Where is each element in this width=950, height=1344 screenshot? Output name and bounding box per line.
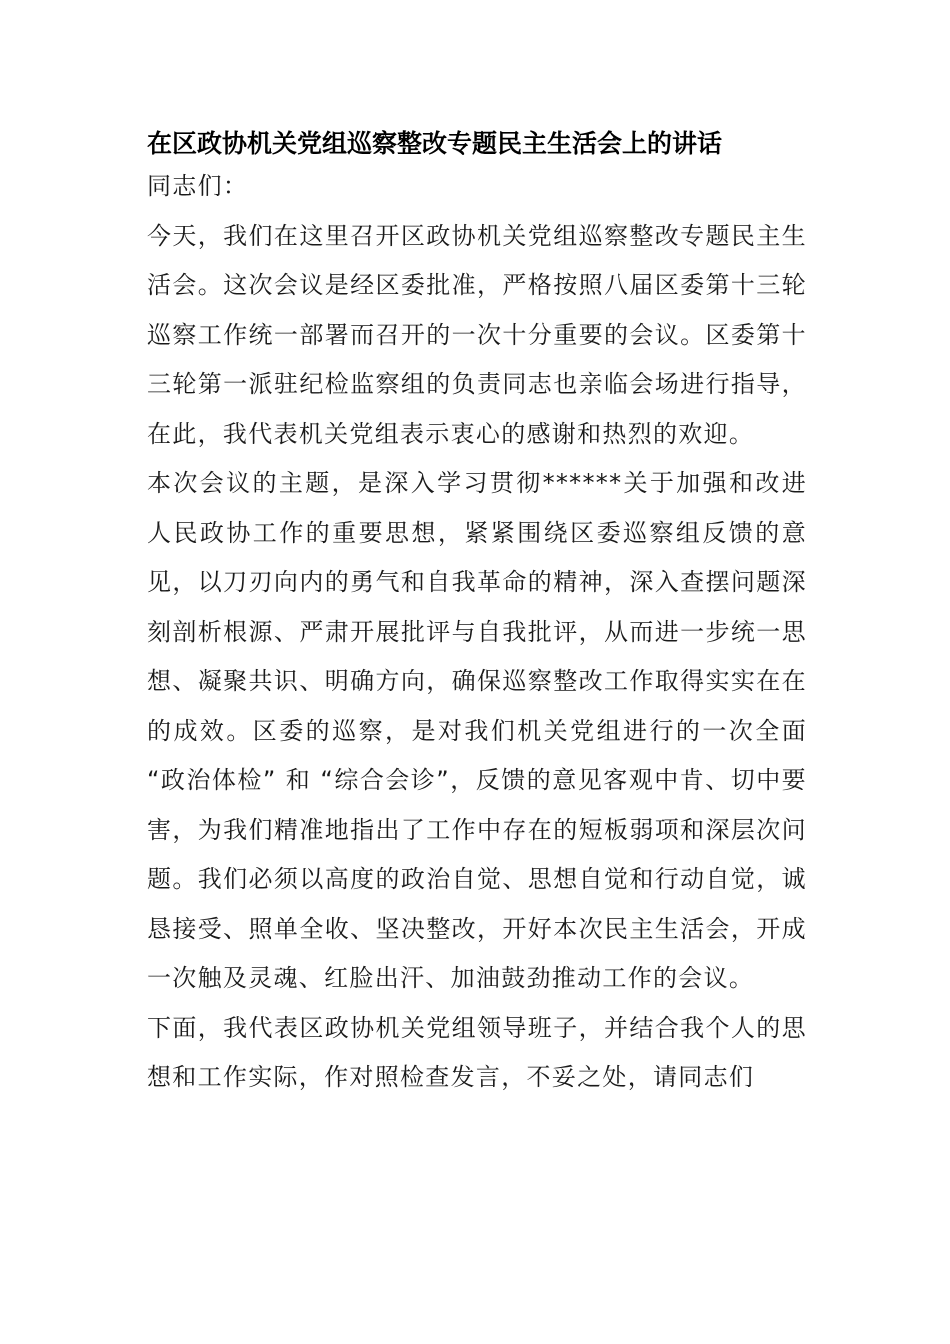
greeting: 同志们： <box>147 172 249 200</box>
paragraph-statement: 下面，我代表区政协机关党组领导班子，并结合我个人的思想和工作实际，作对照检查发言，不妥之处，请同志们 <box>147 1013 807 1091</box>
document-title: 在区政协机关党组巡察整改专题民主生活会上的讲话 <box>147 129 723 158</box>
paragraph-opening: 今天，我们在这里召开区政协机关党组巡察整改专题民主生活会。这次会议是经区委批准，严格按照八届区委第十三轮巡察工作统一部署而召开的一次十分重要的会议。区委第十三轮第一派驻纪检监察组的负责同志也亲临会场进行指导，在此，我代表机关党组表示衷心的感谢和热烈的欢迎。 <box>147 221 807 448</box>
paragraph-theme: 本次会议的主题，是深入学习贯彻******关于加强和改进人民政协工作的重要思想，紧紧围绕区委巡察组反馈的意见，以刀刃向内的勇气和自我革命的精神，深入查摆问题深刻剖析根源、严肃开展批评与自我批评，从而进一步统一思想、凝聚共识、明确方向，确保巡察整改工作取得实实在在的成效。区委的巡察，是对我们机关党组进行的一次全面 “政治体检” 和 “综合会诊”，反馈的意见客观中肯、切中要害，为我们精准地指出了工作中存在的短板弱项和深层次问题。我们必须以高度的政治自觉、思想自觉和行动自觉，诚恳接受、照单全收、坚决整改，开好本次民主生活会，开成一次触及灵魂、红脸出汗、加油鼓劲推动工作的会议。 <box>147 469 807 992</box>
document-body <box>147 162 807 1103</box>
